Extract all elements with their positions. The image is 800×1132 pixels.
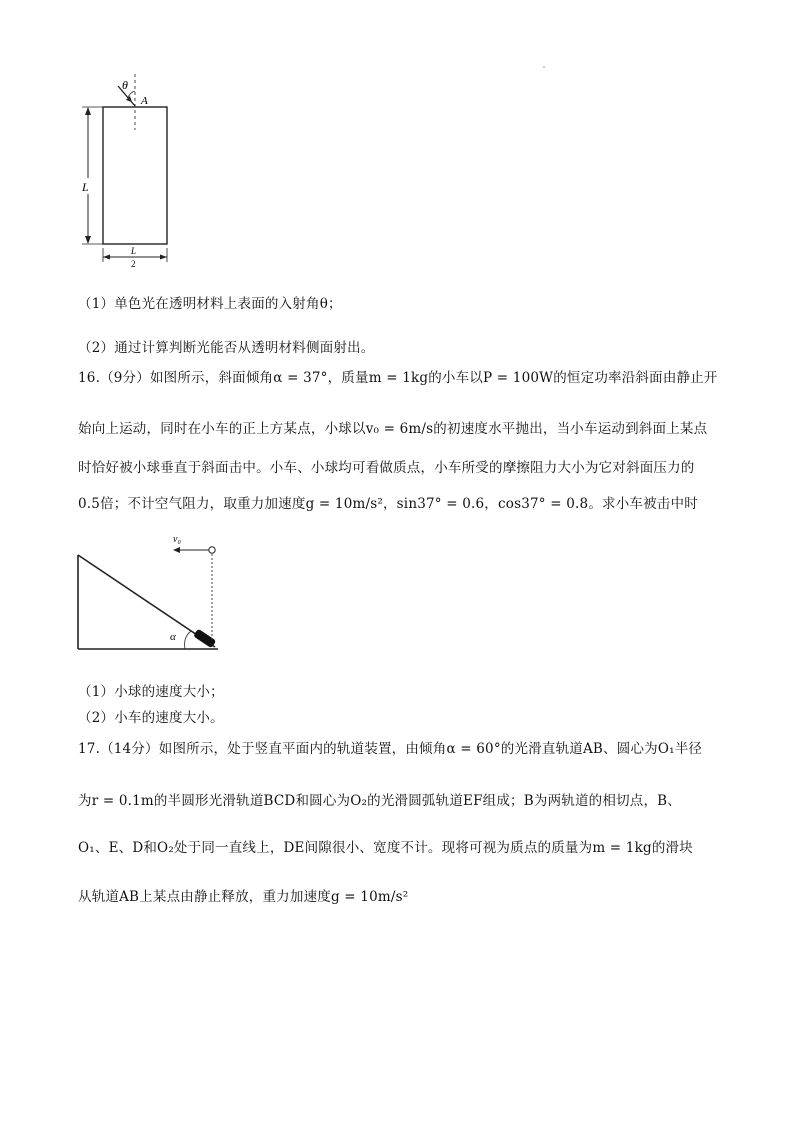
- figure-light-block: [70, 72, 190, 272]
- theta-label: θ: [122, 78, 128, 92]
- dim-half-numerator: L: [131, 246, 137, 256]
- ball: [209, 547, 215, 553]
- car: [193, 629, 216, 649]
- dim-l-arrow-bottom: [85, 236, 91, 244]
- incline-slope: [78, 555, 215, 647]
- v0-label: v₀: [173, 534, 181, 545]
- dim-half-arrow-right: [160, 255, 167, 260]
- q15-part2: （2）通过计算判断光能否从透明材料侧面射出。: [78, 340, 375, 356]
- q17-line3: O₁、E、D和O₂处于同一直线上，DE间隙很小、宽度不计。现将可视为质点的质量为m = 1kg的滑块: [78, 840, 693, 856]
- scan-speck: [543, 66, 545, 68]
- q16-part2: （2）小车的速度大小。: [78, 710, 224, 726]
- figure-incline: [70, 530, 230, 654]
- q16-part1: （1）小球的速度大小；: [78, 684, 224, 700]
- q16-line4: 0.5倍；不计空气阻力，取重力加速度g = 10m/s²，sin37° = 0.6，cos37° = 0.8。求小车被击中时: [78, 496, 698, 512]
- q17-line2: 为r = 0.1m的半圆形光滑轨道BCD和圆心为O₂的光滑圆弧轨道EF组成；B为两轨道的相切点，B、: [78, 793, 681, 809]
- q16-line2: 始向上运动，同时在小车的正上方某点，小球以v₀ = 6m/s的初速度水平抛出，当小车运动到斜面上某点: [78, 421, 708, 437]
- q17-line1: 17.（14分）如图所示，处于竖直平面内的轨道装置，由倾角α = 60°的光滑直轨道AB、圆心为O₁半径: [78, 741, 703, 757]
- alpha-arc: [185, 631, 191, 649]
- dim-l-arrow-top: [85, 107, 91, 115]
- angle-arc: [128, 91, 135, 97]
- dim-half-arrow-left: [103, 255, 110, 260]
- dim-l-label: L: [82, 180, 89, 194]
- velocity-arrowhead: [173, 547, 180, 553]
- block-outline: [103, 107, 167, 244]
- dim-half-denominator: 2: [131, 259, 136, 269]
- q16-line3: 时恰好被小球垂直于斜面击中。小车、小球均可看做质点，小车所受的摩擦阻力大小为它对斜面压力的: [78, 460, 695, 476]
- q16-line1: 16.（9分）如图所示，斜面倾角α = 37°，质量m = 1kg的小车以P = 100W的恒定功率沿斜面由静止开: [78, 370, 718, 386]
- q17-line4: 从轨道AB上某点由静止释放，重力加速度g = 10m/s²: [78, 889, 409, 905]
- point-a-label: A: [141, 95, 148, 107]
- alpha-label: α: [170, 631, 176, 643]
- q15-part1: （1）单色光在透明材料上表面的入射角θ；: [78, 296, 342, 312]
